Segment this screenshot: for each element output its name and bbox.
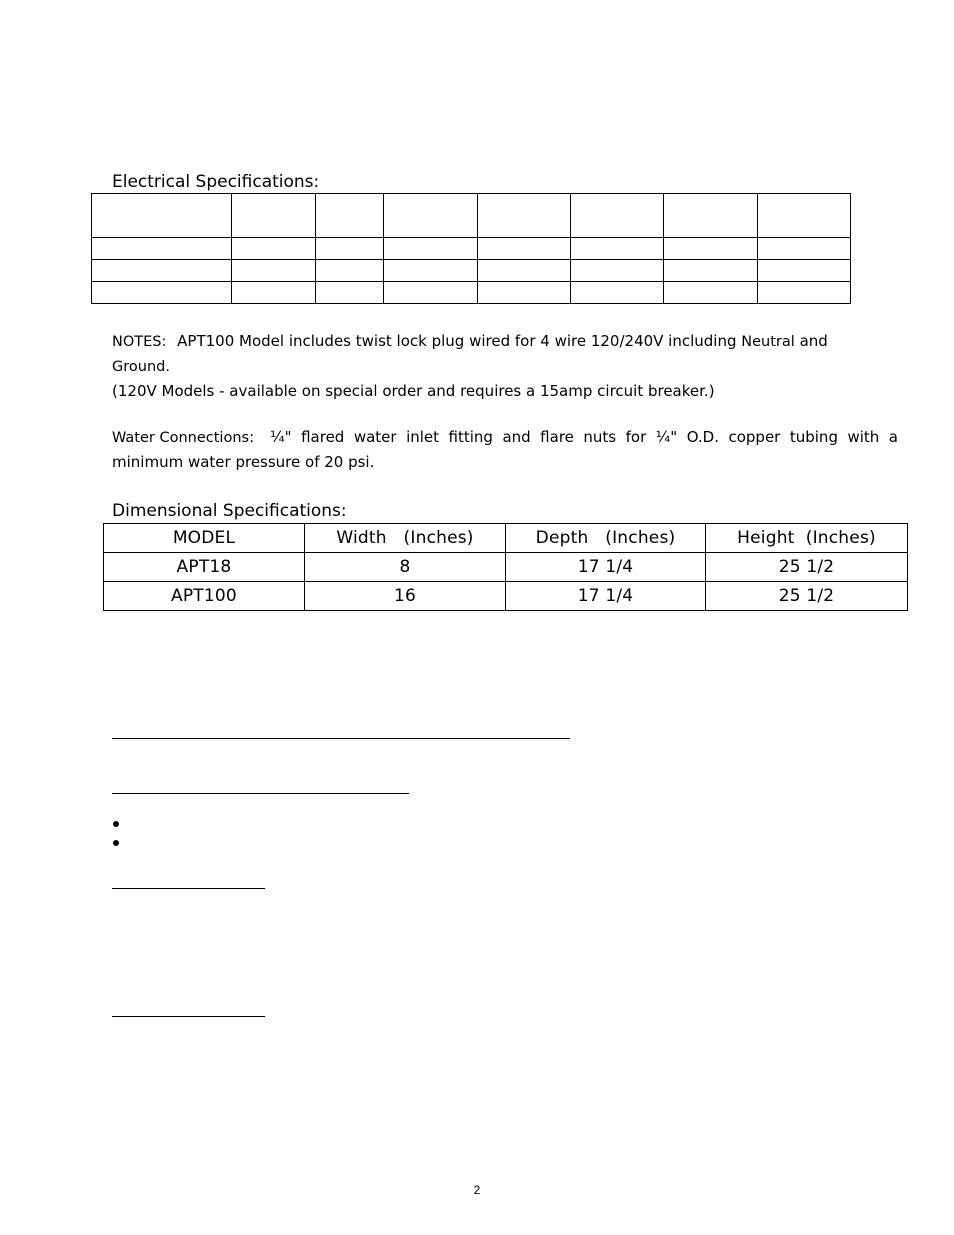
electrical-specifications-table — [91, 193, 851, 304]
water-connections-paragraph — [112, 425, 898, 474]
water-colon: : — [249, 428, 255, 446]
header-model: MODEL — [104, 524, 305, 553]
header-depth: Depth (Inches) — [506, 524, 706, 553]
ground-label: Ground. — [112, 359, 170, 375]
table-cell — [316, 194, 384, 238]
cell-height: 25 1/2 — [706, 553, 908, 582]
bullet-point — [113, 840, 119, 846]
underline-rule — [112, 793, 409, 794]
table-cell — [384, 260, 478, 282]
cell-height: 25 1/2 — [706, 582, 908, 611]
table-cell — [384, 238, 478, 260]
notes-line2: (120V Models - available on special order and requires a 15amp circuit breaker.) — [112, 382, 715, 400]
table-cell — [571, 282, 664, 304]
electrical-heading: Electrical Specifications: — [112, 172, 320, 192]
cell-model: APT100 — [104, 582, 305, 611]
bullet-point — [113, 821, 119, 827]
table-cell — [384, 282, 478, 304]
table-row — [104, 582, 908, 611]
notes-label: NOTES: — [112, 334, 167, 350]
table-cell — [92, 238, 232, 260]
table-cell — [232, 238, 316, 260]
cell-width: 16 — [305, 582, 506, 611]
table-cell — [478, 260, 571, 282]
table-cell — [478, 194, 571, 238]
table-cell — [664, 194, 758, 238]
table-cell — [758, 238, 851, 260]
table-cell — [758, 260, 851, 282]
table-cell — [384, 194, 478, 238]
table-row — [104, 553, 908, 582]
table-cell — [571, 260, 664, 282]
dimensional-heading: Dimensional Specifications: — [112, 501, 347, 521]
table-row — [92, 282, 851, 304]
cell-width: 8 — [305, 553, 506, 582]
underline-rule — [112, 1016, 265, 1017]
table-cell — [232, 282, 316, 304]
page-number: 2 — [473, 1183, 481, 1197]
table-cell — [316, 260, 384, 282]
notes-paragraph — [112, 329, 902, 403]
table-cell — [316, 238, 384, 260]
neutral-label: Neutral — [741, 334, 795, 350]
table-cell — [478, 238, 571, 260]
table-row — [92, 194, 851, 238]
dimensional-specifications-table — [103, 523, 908, 611]
table-row — [92, 260, 851, 282]
table-cell — [92, 282, 232, 304]
table-cell — [664, 238, 758, 260]
header-height: Height (Inches) — [706, 524, 908, 553]
underline-rule — [112, 738, 570, 739]
notes-text: APT100 Model includes twist lock plug wired for 4 wire 120/240V including — [177, 332, 737, 350]
table-cell — [478, 282, 571, 304]
table-cell — [571, 238, 664, 260]
table-cell — [664, 260, 758, 282]
table-cell — [92, 194, 232, 238]
cell-depth: 17 1/4 — [506, 553, 706, 582]
cell-depth: 17 1/4 — [506, 582, 706, 611]
table-cell — [571, 194, 664, 238]
table-cell — [758, 194, 851, 238]
table-header-row — [104, 524, 908, 553]
header-width: Width (Inches) — [305, 524, 506, 553]
table-cell — [232, 260, 316, 282]
table-row — [92, 238, 851, 260]
cell-model: APT18 — [104, 553, 305, 582]
water-text-line1: ¼" flared water inlet fitting and flare nuts for ¼" O.D. copper tubing with a — [270, 428, 898, 446]
notes-and: and — [799, 332, 828, 350]
table-cell — [316, 282, 384, 304]
table-cell — [664, 282, 758, 304]
underline-rule — [112, 888, 265, 889]
table-cell — [758, 282, 851, 304]
table-cell — [232, 194, 316, 238]
water-connections-label: Water Connections — [112, 430, 250, 446]
water-text-line2: minimum water pressure of 20 psi. — [112, 453, 375, 471]
table-cell — [92, 260, 232, 282]
